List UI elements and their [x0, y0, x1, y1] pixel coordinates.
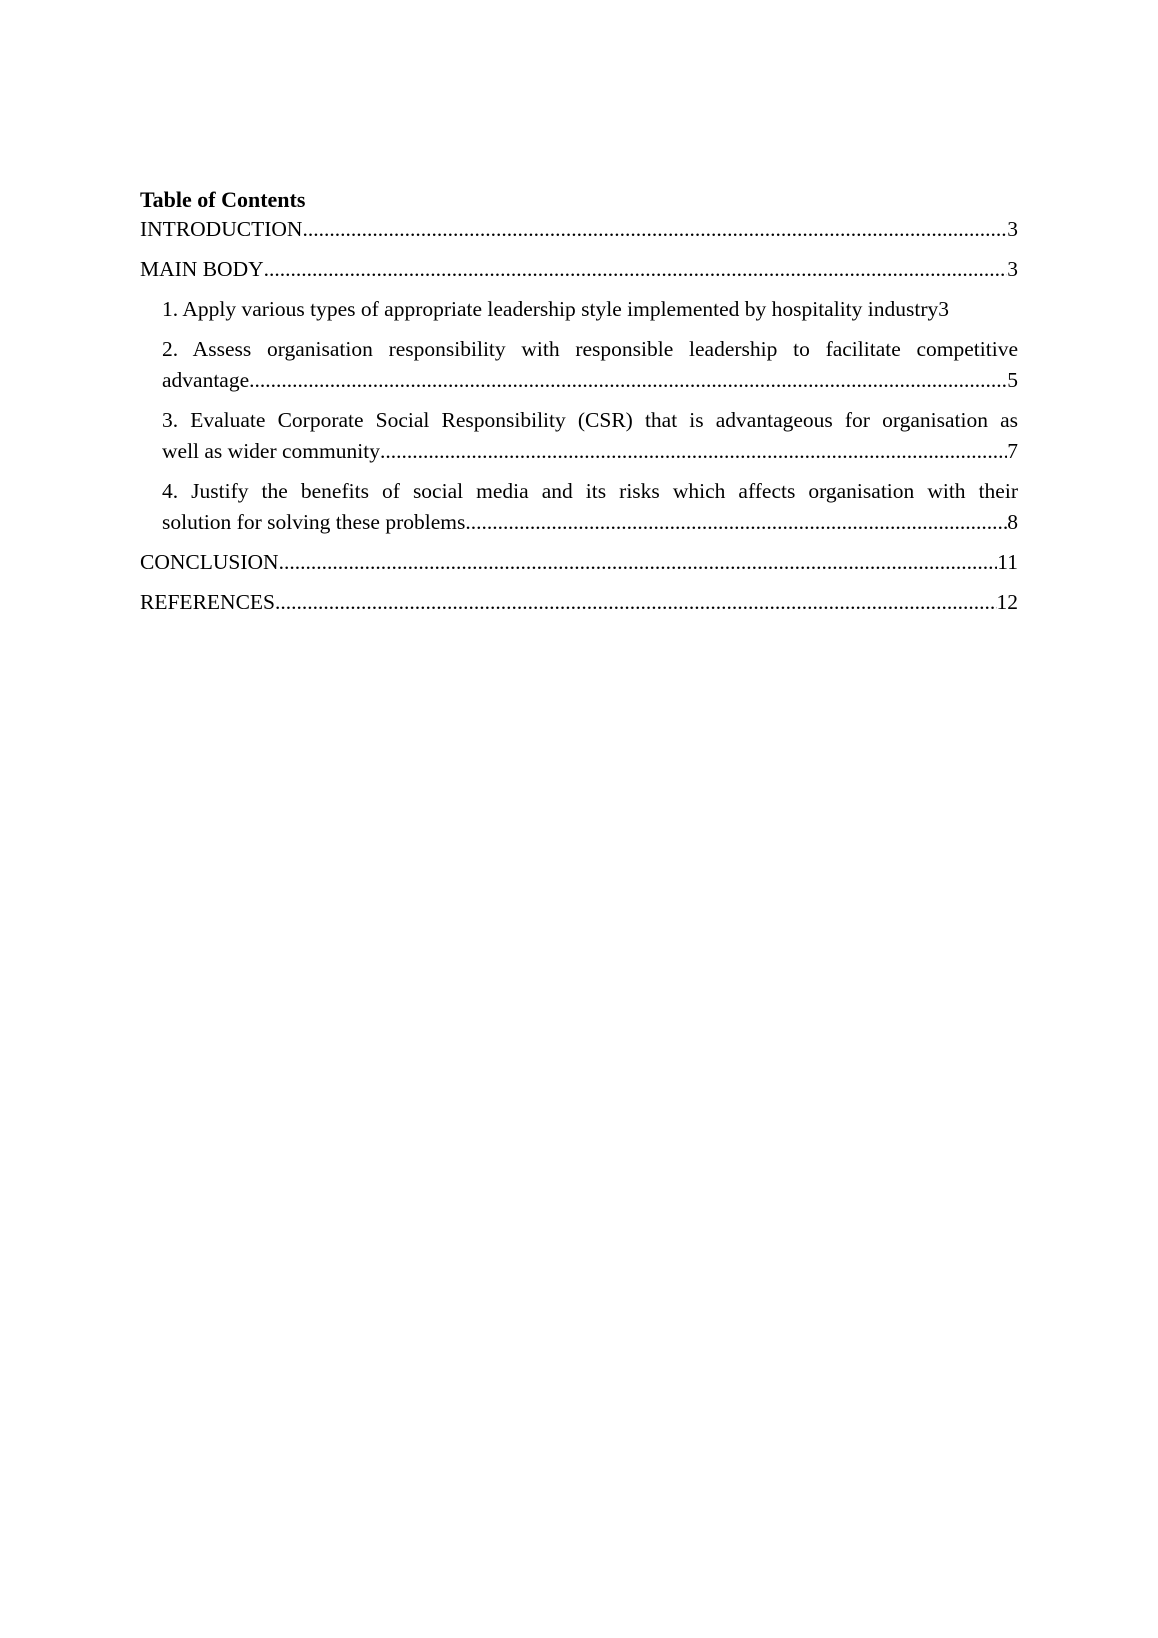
- toc-page-number: 3: [938, 297, 949, 321]
- toc-page-number: 7: [1007, 439, 1018, 463]
- toc-entry-section-4[interactable]: [162, 476, 1018, 538]
- document-page: [140, 186, 1018, 627]
- toc-page-number: 5: [1007, 368, 1018, 392]
- toc-entry-text: CONCLUSION: [140, 550, 279, 574]
- toc-entry-text-line2: solution for solving these problems: [162, 510, 466, 534]
- dot-leader: [380, 436, 1007, 467]
- dot-leader: [465, 507, 1007, 538]
- dot-leader: [275, 587, 997, 618]
- toc-entry-text: MAIN BODY: [140, 257, 264, 281]
- toc-entry-text: REFERENCES: [140, 590, 275, 614]
- toc-entry-text-line1: 2. Assess organisation responsibility with responsible leadership to facilitate competitive: [162, 337, 1018, 361]
- toc-page-number: 11: [997, 550, 1018, 574]
- toc-page-number: 3: [1007, 257, 1018, 281]
- dot-leader: [264, 254, 1008, 285]
- dot-leader: [302, 214, 1007, 245]
- toc-entry-text: 1. Apply various types of appropriate leadership style implemented by hospitality industry: [162, 297, 939, 321]
- dot-leader: [279, 547, 998, 578]
- toc-entry-section-1[interactable]: [162, 294, 1018, 325]
- toc-entry-main-body[interactable]: [140, 254, 1018, 285]
- toc-page-number: 12: [996, 590, 1018, 614]
- toc-entry-introduction[interactable]: [140, 214, 1018, 245]
- toc-page-number: 8: [1007, 510, 1018, 534]
- toc-entry-text-line1: 4. Justify the benefits of social media and its risks which affects organisation with their: [162, 479, 1018, 503]
- toc-page-number: 3: [1007, 217, 1018, 241]
- toc-entry-text-line2: well as wider community: [162, 439, 380, 463]
- toc-entry-section-3[interactable]: [162, 405, 1018, 467]
- toc-title: Table of Contents: [140, 187, 306, 212]
- toc-entry-text-line1: 3. Evaluate Corporate Social Responsibility (CSR) that is advantageous for organisation as: [162, 408, 1018, 432]
- toc-entry-references[interactable]: [140, 587, 1018, 618]
- toc-entry-conclusion[interactable]: [140, 547, 1018, 578]
- toc-entry-text: INTRODUCTION: [140, 217, 303, 241]
- toc-entry-section-2[interactable]: [162, 334, 1018, 396]
- toc-entry-text-line2: advantage: [162, 368, 250, 392]
- dot-leader: [249, 365, 1007, 396]
